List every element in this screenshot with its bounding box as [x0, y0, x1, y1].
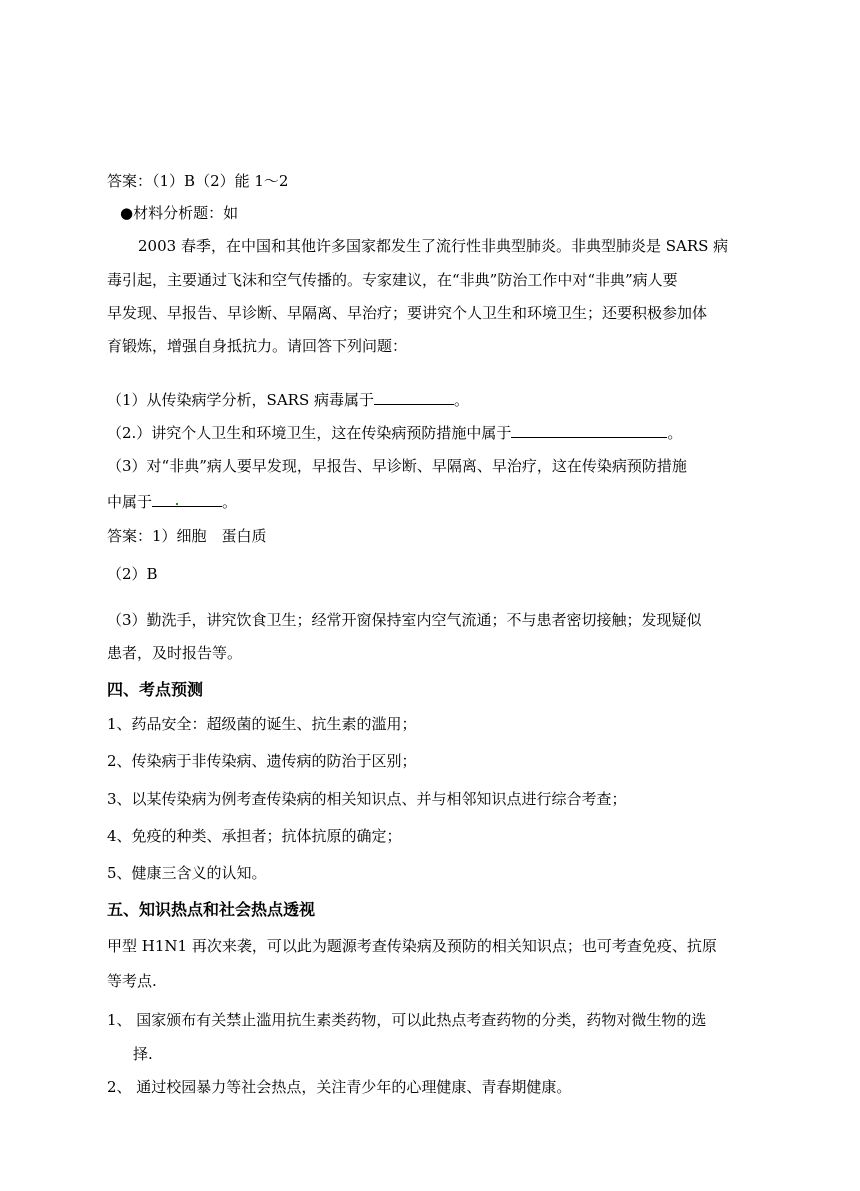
previous-answer: 答案：（1）B（2）能 1～2	[107, 172, 289, 190]
answer-line: 患者，及时报告等。	[107, 644, 243, 662]
question-2: （2.）讲究个人卫生和环境卫生，这在传染病预防措施中属于 。	[107, 421, 682, 444]
question-3-line-1: （3）对“非典”病人要早发现，早报告、早诊断、早隔离、早治疗，这在传染病预防措施	[107, 457, 687, 475]
paragraph-line: 毒引起，主要通过飞沫和空气传播的。专家建议，在“非典”防治工作中对“非典”病人要	[107, 271, 678, 289]
answer-blank[interactable]	[374, 388, 454, 405]
section-5-heading: 五、知识热点和社会热点透视	[107, 900, 316, 919]
section-4-heading: 四、考点预测	[107, 680, 204, 699]
hotspot-intro-line: 等考点.	[107, 972, 157, 990]
prediction-item: 1、药品安全：超级菌的诞生、抗生素的滥用；	[107, 715, 417, 733]
question-1-text: （1）从传染病学分析，SARS 病毒属于	[107, 391, 374, 409]
material-analysis-label: ●材料分析题：如	[120, 204, 239, 222]
answer-blank[interactable]	[152, 490, 222, 507]
question-3-line-2: 中属于 。	[107, 490, 237, 513]
prediction-item: 3、以某传染病为例考查传染病的相关知识点、并与相邻知识点进行综合考查；	[107, 790, 627, 808]
answer-line: 答案：1）细胞 蛋白质	[107, 527, 267, 545]
prediction-item: 2、传染病于非传染病、遗传病的防治于区别；	[107, 752, 417, 770]
paragraph-line: 2003 春季，在中国和其他许多国家都发生了流行性非典型肺炎。非典型肺炎是 SARS 病	[138, 237, 729, 255]
hotspot-item: 1、 国家颁布有关禁止滥用抗生素类药物，可以此热点考查药物的分类，药物对微生物的选	[107, 1011, 707, 1029]
prediction-item: 5、健康三含义的认知。	[107, 864, 267, 882]
hotspot-intro-line: 甲型 H1N1 再次来袭，可以此为题源考查传染病及预防的相关知识点；也可考查免疫、抗原	[107, 937, 717, 955]
question-2-text: （2.）讲究个人卫生和环境卫生，这在传染病预防措施中属于	[107, 424, 512, 442]
paragraph-line: 早发现、早报告、早诊断、早隔离、早治疗；要讲究个人卫生和环境卫生；还要积极参加体	[107, 304, 708, 322]
answer-blank[interactable]	[511, 421, 667, 438]
hotspot-item-continuation: 择.	[133, 1045, 153, 1063]
hotspot-item: 2、 通过校园暴力等社会热点，关注青少年的心理健康、青春期健康。	[107, 1078, 572, 1096]
paragraph-line: 育锻炼，增强自身抵抗力。请回答下列问题：	[107, 337, 408, 355]
prediction-item: 4、免疫的种类、承担者；抗体抗原的确定；	[107, 827, 402, 845]
answer-line: （3）勤洗手，讲究饮食卫生；经常开窗保持室内空气流通；不与患者密切接触；发现疑似	[107, 611, 702, 629]
question-1: （1）从传染病学分析，SARS 病毒属于 。	[107, 388, 469, 411]
answer-line: （2）B	[107, 565, 158, 583]
